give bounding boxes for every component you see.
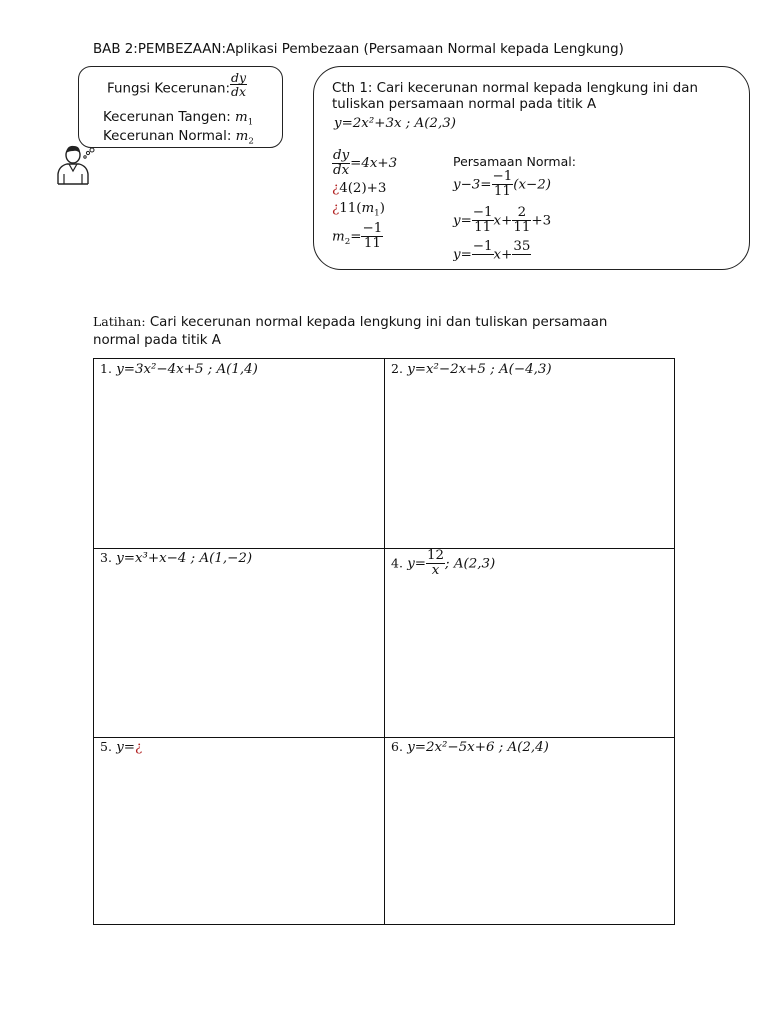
question-number: 2. xyxy=(391,361,403,376)
eq-rhs: +3 xyxy=(531,213,552,229)
exercise-label: Latihan: xyxy=(93,314,146,329)
frac-den: dx xyxy=(333,163,350,179)
normal-equation-3 xyxy=(453,240,531,262)
frac-num: −1 xyxy=(472,205,493,220)
normal-equation-2 xyxy=(453,206,551,235)
question-2 xyxy=(391,361,552,377)
question-fraction xyxy=(426,549,445,578)
frac-num: 35 xyxy=(513,240,531,254)
close-paren: ) xyxy=(379,201,385,216)
placeholder-mark: ¿ xyxy=(332,201,340,216)
placeholder-mark: ¿ xyxy=(135,740,143,755)
frac-den: 11 xyxy=(363,236,381,252)
frac-num: −1 xyxy=(362,221,383,236)
eq-fraction xyxy=(472,206,494,235)
tangent-row xyxy=(103,110,253,128)
tangent-gradient-line xyxy=(332,201,385,219)
question-number: 5. xyxy=(100,739,112,754)
normal-gradient-fraction xyxy=(361,222,383,251)
m-symbol: m xyxy=(235,110,248,125)
definitions-box xyxy=(78,66,283,148)
question-text: y=2x²−5x+6 ; A(2,4) xyxy=(407,740,549,755)
question-1 xyxy=(100,361,258,377)
normal-row xyxy=(103,129,254,147)
equals: = xyxy=(350,229,362,245)
frac-num: 12 xyxy=(427,548,445,563)
exercise-instruction xyxy=(93,313,653,350)
question-text: ; A(2,3) xyxy=(445,556,496,572)
m-symbol: m xyxy=(332,229,345,245)
frac-num: −1 xyxy=(472,240,493,254)
question-6 xyxy=(391,739,549,755)
question-text: y=x³+x−4 ; A(1,−2) xyxy=(116,551,253,566)
example-title-line1: Cth 1: Cari kecerunan normal kepada lengkung ini dan xyxy=(332,81,698,96)
question-text: y= xyxy=(407,556,426,572)
derivative-rhs: =4x+3 xyxy=(350,156,398,172)
question-text: y= xyxy=(116,740,135,755)
tangent-symbol xyxy=(235,110,254,128)
eq-fraction xyxy=(472,240,494,262)
question-number: 3. xyxy=(100,550,112,565)
frac-den xyxy=(512,255,531,262)
eq-fraction xyxy=(512,206,531,235)
m-symbol: m xyxy=(361,201,375,216)
frac-den: x xyxy=(431,563,440,579)
example-title-line2: tuliskan persamaan normal pada titik A xyxy=(332,97,597,112)
question-text: y=3x²−4x+5 ; A(1,4) xyxy=(116,362,258,377)
table-divider-horizontal xyxy=(94,737,674,738)
frac-num: dy xyxy=(333,148,350,163)
normal-gradient-line xyxy=(332,222,383,251)
question-5 xyxy=(100,739,142,755)
eq-lhs: y−3= xyxy=(453,177,492,193)
eq-lhs: y= xyxy=(453,247,472,262)
gradient-function-label: Fungsi Kecerunan: xyxy=(107,81,231,97)
table-divider-vertical xyxy=(384,359,385,924)
table-divider-horizontal xyxy=(94,548,674,549)
exercise-text: Cari kecerunan normal kepada lengkung ini dan tuliskan persamaan normal pada titik A xyxy=(93,315,608,348)
question-4 xyxy=(391,549,495,578)
subscript: 2 xyxy=(248,136,254,147)
question-3 xyxy=(100,550,252,566)
example-equation: y=2x²+3x ; A(2,3) xyxy=(334,116,456,131)
dy-dx-fraction xyxy=(230,71,247,98)
frac-num: −1 xyxy=(492,169,513,184)
thinking-person-icon xyxy=(52,140,114,188)
derivative-fraction xyxy=(332,149,350,178)
question-number: 1. xyxy=(100,361,112,376)
normal-equation-heading: Persamaan Normal: xyxy=(453,154,576,169)
substitution-line xyxy=(332,181,386,196)
frac-den: dx xyxy=(231,84,247,100)
frac-den: 11 xyxy=(493,184,511,200)
substitution-text: 4(2)+3 xyxy=(339,181,387,196)
normal-label: Kecerunan Normal: xyxy=(103,129,232,144)
frac-num: 2 xyxy=(512,206,531,221)
frac-den: 11 xyxy=(474,220,492,236)
question-text: y=x²−2x+5 ; A(−4,3) xyxy=(407,362,552,377)
question-number: 4. xyxy=(391,555,403,571)
eq-rhs: (x−2) xyxy=(513,177,552,193)
frac-den xyxy=(472,255,494,262)
page-title: BAB 2:PEMBEZAAN:Aplikasi Pembezaan (Persamaan Normal kepada Lengkung) xyxy=(93,42,624,57)
derivative-line xyxy=(332,149,397,178)
tangent-label: Kecerunan Tangen: xyxy=(103,110,231,125)
placeholder-mark: ¿ xyxy=(332,181,340,196)
eq-mid: x+ xyxy=(493,213,513,229)
example-box xyxy=(313,66,750,270)
frac-num: dy xyxy=(231,70,247,85)
subscript: 1 xyxy=(247,117,254,128)
eq-mid: x+ xyxy=(493,247,513,262)
normal-symbol xyxy=(235,129,254,147)
gradient-value: 11( xyxy=(339,201,362,216)
eq-fraction xyxy=(492,170,514,199)
question-number: 6. xyxy=(391,739,403,754)
eq-fraction xyxy=(512,240,531,262)
gradient-function-row xyxy=(107,70,247,100)
subscript: 2 xyxy=(344,237,351,248)
eq-lhs: y= xyxy=(453,213,472,229)
frac-den: 11 xyxy=(513,220,531,236)
m-symbol: m xyxy=(235,129,249,144)
exercise-table xyxy=(93,358,675,925)
normal-equation-1 xyxy=(453,170,551,199)
subscript: 1 xyxy=(374,208,380,219)
